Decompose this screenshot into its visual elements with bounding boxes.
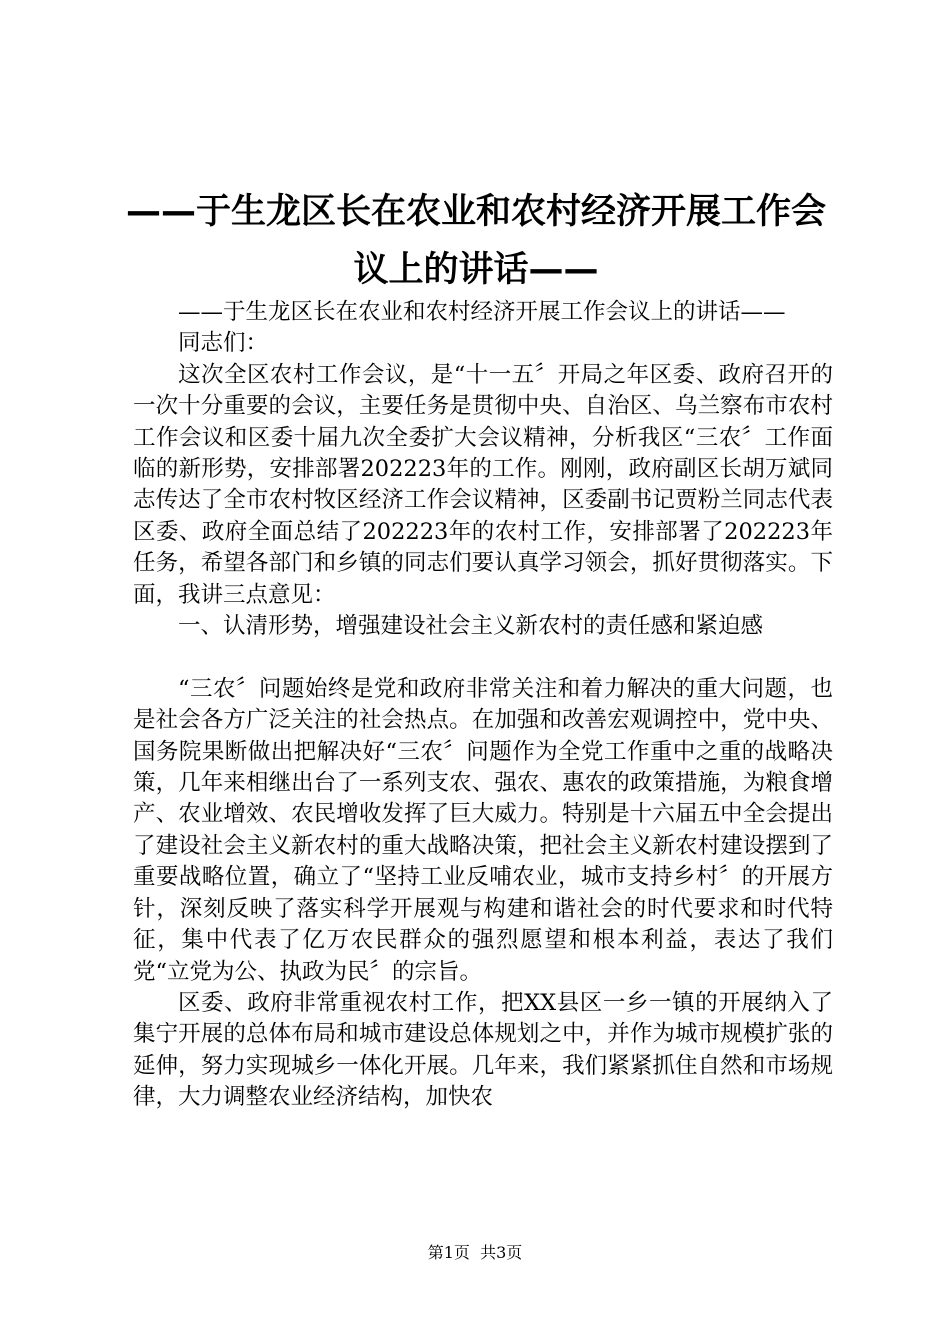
paragraph-intro: 这次全区农村工作会议，是“十一五〞开局之年区委、政府召开的一次十分重要的会议，主要任务是贯彻中央、自治区、乌兰察布市农村工作会议和区委十届九次全委扩大会议精神，分析我区“三农〞工作面临的新形势，安排部署202223年的工作。刚刚，政府副区长胡万斌同志传达了全市农村牧区经济工作会议精神，区委副书记贾粉兰同志代表区委、政府全面总结了202223年的农村工作，安排部署了202223年任务，希望各部门和乡镇的同志们要认真学习领会，抓好贯彻落实。下面，我讲三点意见： [133,361,833,608]
document-body [133,297,833,1114]
paragraph-sannong: “三农〞问题始终是党和政府非常关注和着力解决的重大问题，也是社会各方广泛关注的社会热点。在加强和改善宏观调控中，党中央、国务院果断做出把解决好“三农〞问题作为全党工作重中之重的战略决策，几年来相继出台了一系列支农、强农、惠农的政策措施，为粮食增产、农业增效、农民增收发挥了巨大威力。特别是十六届五中全会提出了建设社会主义新农村的重大战略决策，把社会主义新农村建设摆到了重要战略位置，确立了“坚持工业反哺农业，城市支持乡村〞的开展方针，深刻反映了落实科学开展观与构建和谐社会的时代要求和时代特征，集中代表了亿万农民群众的强烈愿望和根本利益，表达了我们党“立党为公、执政为民〞的宗旨。 [133,675,833,985]
salutation: 同志们： [178,330,269,357]
document-title-line-2: 议上的讲话—— [353,250,599,290]
page-number-footer: 第1页 共3页 [427,1243,523,1262]
section-heading-1: 一、认清形势，增强建设社会主义新农村的责任感和紧迫感 [178,613,764,640]
subtitle: ——于生龙区长在农业和农村经济开展工作会议上的讲话—— [178,299,786,325]
document-title-line-1: ——于生龙区长在农业和农村经济开展工作会 [125,192,826,232]
paragraph-district: 区委、政府非常重视农村工作，把XX县区一乡一镇的开展纳入了集宁开展的总体布局和城市建设总体规划之中，并作为城市规模扩张的延伸，努力实现城乡一体化开展。几年来，我们紧紧抓住自然和市场规律，大力调整农业经济结构，加快农 [133,989,833,1111]
